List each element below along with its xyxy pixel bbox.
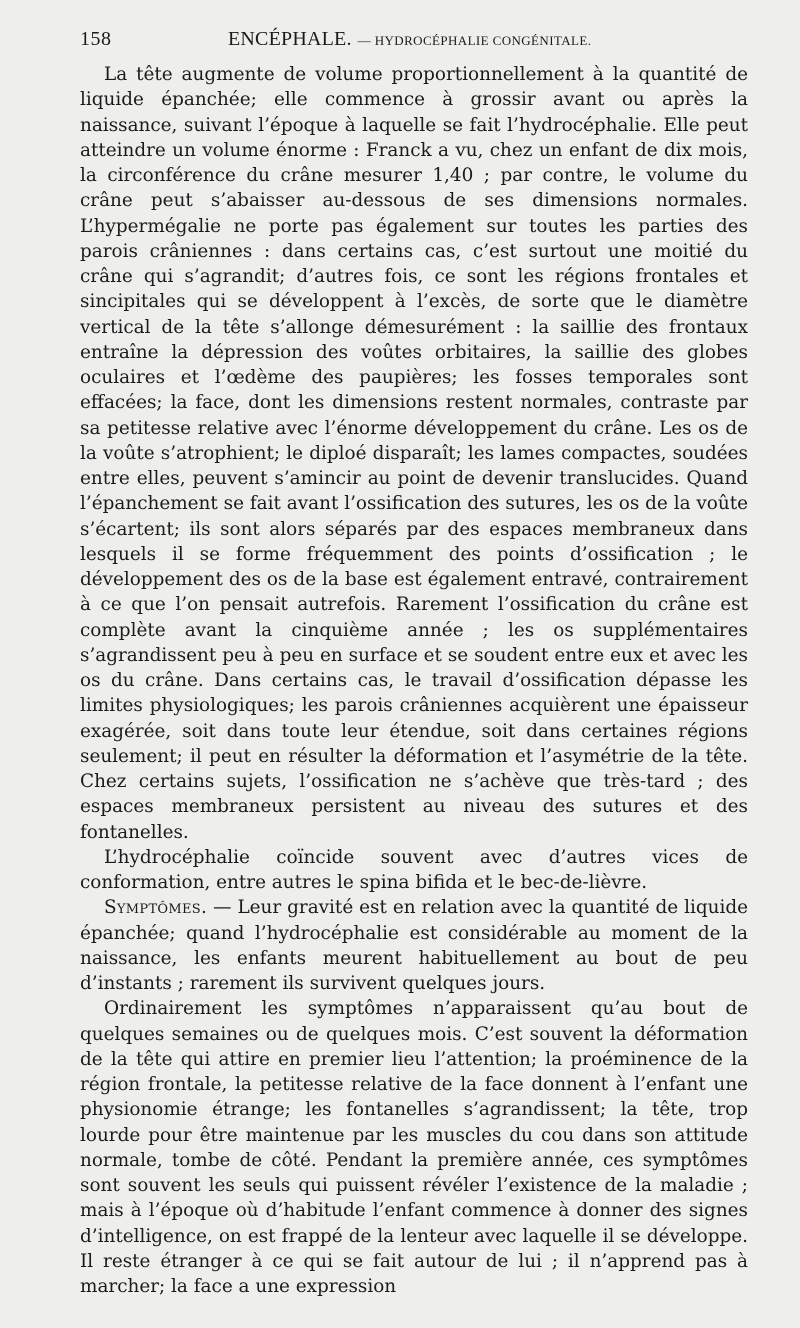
- body-text: [80, 62, 748, 1299]
- page-header: [80, 28, 748, 58]
- paragraph-symptoms: [80, 895, 748, 996]
- running-head-title: ENCÉPHALE.: [228, 28, 352, 50]
- paragraph-associated-malformations: L’hydrocéphalie coïncide souvent avec d’autres vices de conformation, entre autres le spina bifida et le bec-de-lièvre.: [80, 846, 748, 893]
- paragraph-progression: Ordinairement les symptômes n’apparaissent qu’au bout de quelques semaines ou de quelques mois. C’est souvent la déformation de la tête qui attire en premier lieu l’attention; la proéminence de la région frontale, la petitesse relative de la face donnent à l’enfant une physionomie étrange; les fontanelles s’agrandissent; la tête, trop lourde pour être maintenue par les muscles du cou dans son attitude normale, tombe de côté. Pendant la première année, ces symptômes sont souvent les seuls qui puissent révéler l’existence de la maladie ; mais à l’époque où d’habitude l’enfant commence à donner des signes d’intelligence, on est frappé de la lenteur avec laquelle il se développe. Il reste étranger à ce qui se fait autour de lui ; il n’apprend pas à marcher; la face a une expression: [80, 998, 748, 1297]
- running-head-subtitle: — HYDROCÉPHALIE CONGÉNITALE.: [357, 33, 592, 48]
- page-number: 158: [80, 28, 112, 50]
- running-head: [228, 28, 591, 51]
- section-heading-symptoms: Symptômes.: [104, 897, 208, 919]
- paragraph-cranial-changes: La tête augmente de volume proportionnellement à la quantité de liquide épanchée; elle commence à grossir avant ou après la naissance, suivant l’époque à laquelle se fait l’hydrocéphalie. Elle peut atteindre un volume énorme : Franck a vu, chez un enfant de dix mois, la circonférence du crâne mesurer 1,40 ; par contre, le volume du crâne peut s’abaisser au-dessous de ses dimensions normales. L’hypermégalie ne porte pas également sur toutes les parties des parois crâniennes : dans certains cas, c’est surtout une moitié du crâne qui s’agrandit; d’autres fois, ce sont les régions frontales et sincipitales qui se développent à l’excès, de sorte que le diamètre vertical de la tête s’allonge démesurément : la saillie des frontaux entraîne la dépression des voûtes orbitaires, la saillie des globes oculaires et l’œdème des paupières; les fosses temporales sont effacées; la face, dont les dimensions restent normales, contraste par sa petitesse relative avec l’énorme développement du crâne. Les os de la voûte s’atrophient; le diploé disparaît; les lames compactes, soudées entre elles, peuvent s’amincir au point de devenir translucides. Quand l’épanchement se fait avant l’ossification des sutures, les os de la voûte s’écartent; ils sont alors séparés par des espaces membraneux dans lesquels il se forme fréquemment des points d’ossification ; le développement des os de la base est également entravé, contrairement à ce que l’on pensait autrefois. Rarement l’ossification du crâne est complète avant la cinquième année ; les os supplémentaires s’agrandissent peu à peu en surface et se soudent entre eux et avec les os du crâne. Dans certains cas, le travail d’ossification dépasse les limites physiologiques; les parois crâniennes acquièrent une épaisseur exagérée, soit dans toute leur étendue, soit dans certaines régions seulement; il peut en résulter la déformation et l’asymétrie de la tête. Chez certains sujets, l’ossification ne s’achève que très-tard ; des espaces membraneux persistent au niveau des sutures et des fontanelles.: [80, 64, 748, 843]
- paragraph-symptoms-text: — Leur gravité est en relation avec la quantité de liquide épanchée; quand l’hydrocéphalie est considérable au moment de la naissance, les enfants meurent habituellement au bout de peu d’instants ; rarement ils survivent quelques jours.: [80, 897, 748, 994]
